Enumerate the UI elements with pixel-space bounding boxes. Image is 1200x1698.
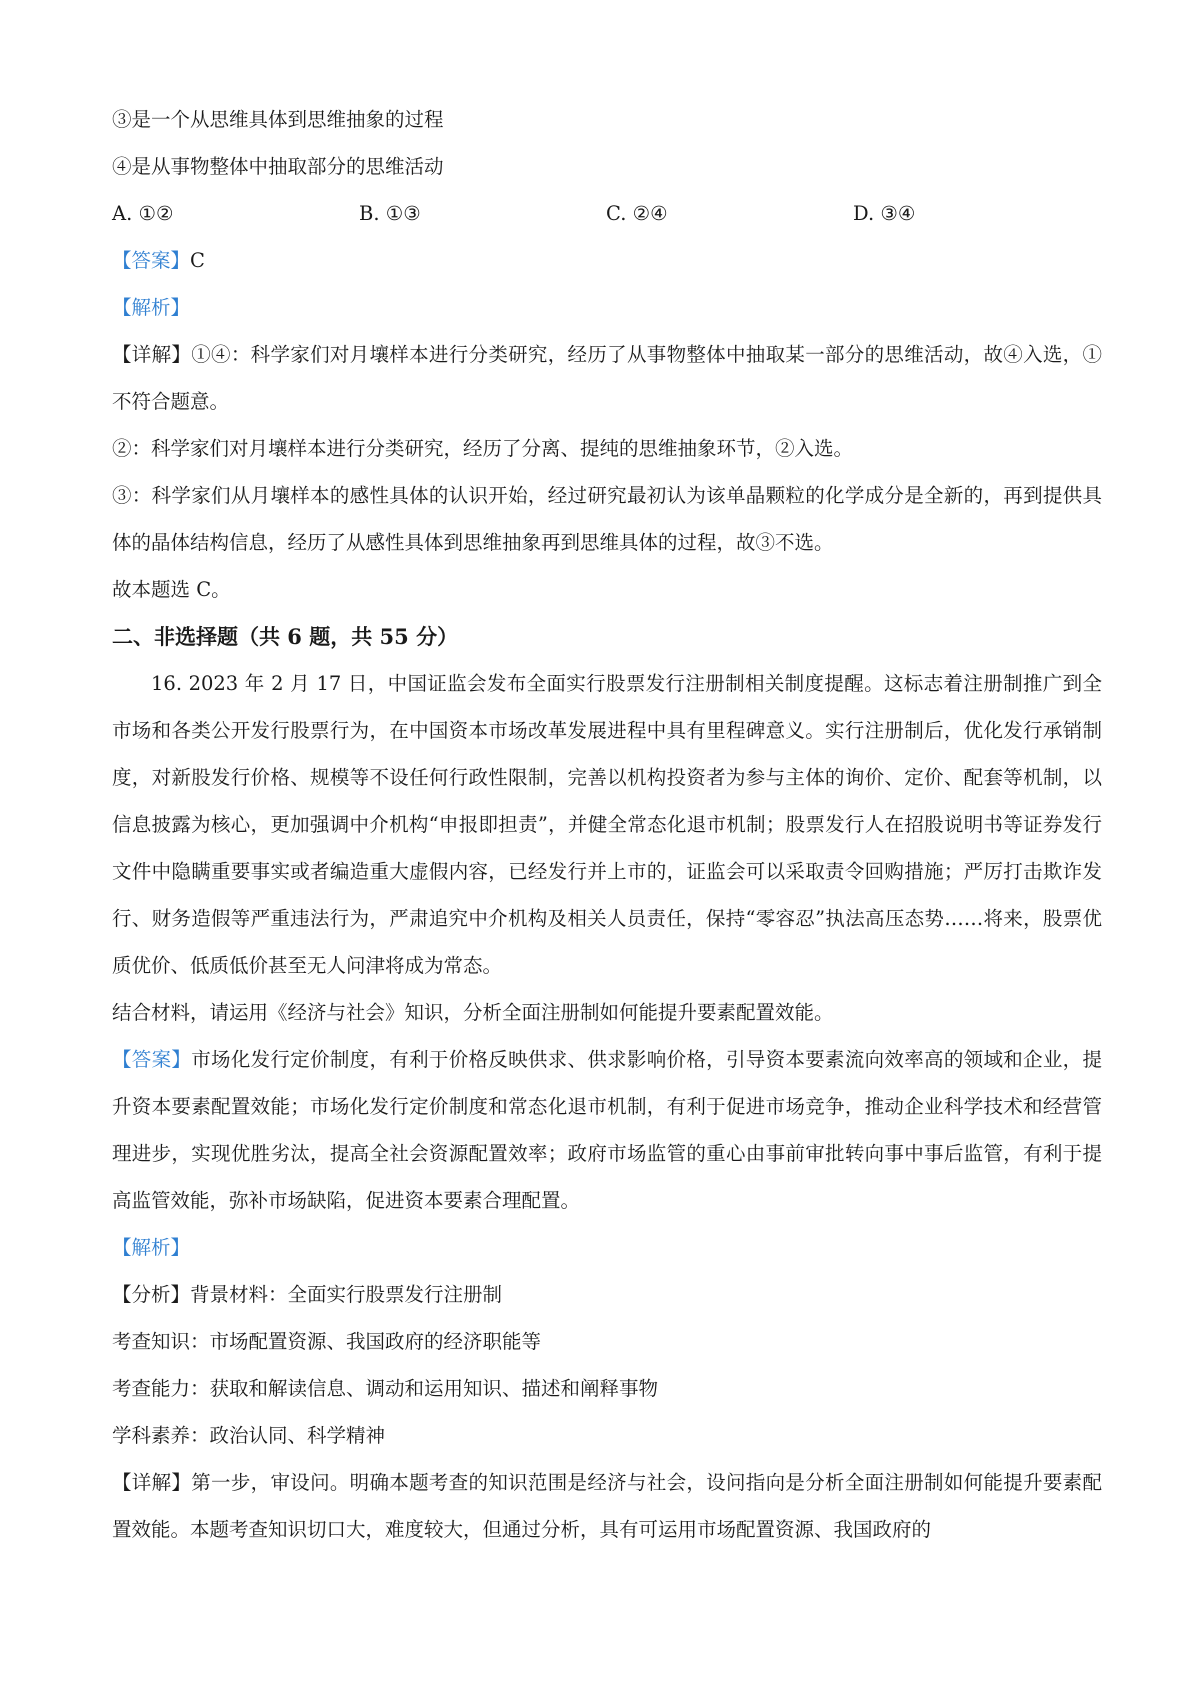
q16-question: 结合材料，请运用《经济与社会》知识，分析全面注册制如何能提升要素配置效能。 — [112, 1001, 834, 1024]
q16-ability: 考查能力：获取和解读信息、调动和运用知识、描述和阐释事物 — [112, 1377, 659, 1400]
q15-analysis-heading — [112, 284, 1102, 331]
detail-text: 第一步，审设问。明确本题考查的知识范围是经济与社会，设问指向是分析全面注册制如何能提升要素配置效能。本题考查知识切口大，难度较大，但通过分析，具有可运用市场配置资源、我国政府的 — [112, 1471, 1102, 1541]
q15-detail-3: ③：科学家们从月壤样本的感性具体的认识开始，经过研究最初认为该单晶颗粒的化学成分是全新的，再到提供具体的晶体结构信息，经历了从感性具体到思维抽象再到思维具体的过程，故③不选。 — [112, 484, 1102, 554]
q16-analysis-heading — [112, 1224, 1102, 1271]
option-b: B. ①③ — [359, 202, 421, 225]
q16-knowledge: 考查知识：市场配置资源、我国政府的经济职能等 — [112, 1330, 542, 1353]
analysis-tag: 【解析】 — [112, 1236, 191, 1259]
q15-statement-3: ③是一个从思维具体到思维抽象的过程 — [112, 108, 444, 131]
option-c: C. ②④ — [606, 202, 668, 225]
fenxi-text: 背景材料：全面实行股票发行注册制 — [190, 1283, 503, 1306]
q16-material: 16. 2023 年 2 月 17 日，中国证监会发布全面实行股票发行注册制相关制度提醒。这标志着注册制推广到全市场和各类公开发行股票行为，在中国资本市场改革发展进程中具有里程碑意义。实行注册制后，优化发行承销制度，对新股发行价格、规模等不设任何行政性限制，完善以机构投资者为参与主体的询价、定价、配套等机制，以信息披露为核心，更加强调中介机构“申报即担责”，并健全常态化退市机制；股票发行人在招股说明书等证券发行文件中隐瞒重要事实或者编造重大虚假内容，已经发行并上市的，证监会可以采取责令回购措施；严厉打击欺诈发行、财务造假等严重违法行为，严肃追究中介机构及相关人员责任，保持“零容忍”执法高压态势……将来，股票优质优价、低质低价甚至无人问津将成为常态。 — [112, 672, 1102, 977]
option-a: A. ①② — [112, 202, 174, 225]
q16-literacy: 学科素养：政治认同、科学精神 — [112, 1424, 386, 1447]
detail-tag: 【详解】 — [112, 343, 192, 366]
q15-options — [112, 190, 1102, 237]
answer-tag: 【答案】 — [112, 249, 191, 272]
q15-statement-4: ④是从事物整体中抽取部分的思维活动 — [112, 155, 444, 178]
detail-tag: 【详解】 — [112, 1471, 192, 1494]
q15-detail-1 — [112, 331, 1102, 425]
fenxi-tag: 【分析】 — [112, 1283, 191, 1306]
document-content — [112, 96, 1102, 1553]
q15-conclusion: 故本题选 C。 — [112, 578, 231, 601]
answer-value: C — [190, 249, 205, 272]
q16-fenxi — [112, 1271, 1102, 1318]
q15-detail-2: ②：科学家们对月壤样本进行分类研究，经历了分离、提纯的思维抽象环节，②入选。 — [112, 437, 854, 460]
q16-answer — [112, 1036, 1102, 1224]
q16-detail — [112, 1459, 1102, 1553]
option-d: D. ③④ — [853, 202, 916, 225]
q15-answer — [112, 237, 1102, 284]
answer-tag: 【答案】 — [112, 1048, 192, 1071]
answer-text: 市场化发行定价制度，有利于价格反映供求、供求影响价格，引导资本要素流向效率高的领域和企业，提升资本要素配置效能；市场化发行定价制度和常态化退市机制，有利于促进市场竞争，推动企业科学技术和经营管理进步，实现优胜劣汰，提高全社会资源配置效率；政府市场监管的重心由事前审批转向事中事后监管，有利于提高监管效能，弥补市场缺陷，促进资本要素合理配置。 — [112, 1048, 1102, 1212]
analysis-tag: 【解析】 — [112, 296, 191, 319]
detail-text: ①④：科学家们对月壤样本进行分类研究，经历了从事物整体中抽取某一部分的思维活动，故④入选，①不符合题意。 — [112, 343, 1102, 413]
section-title: 二、非选择题（共 6 题，共 55 分） — [112, 624, 459, 649]
